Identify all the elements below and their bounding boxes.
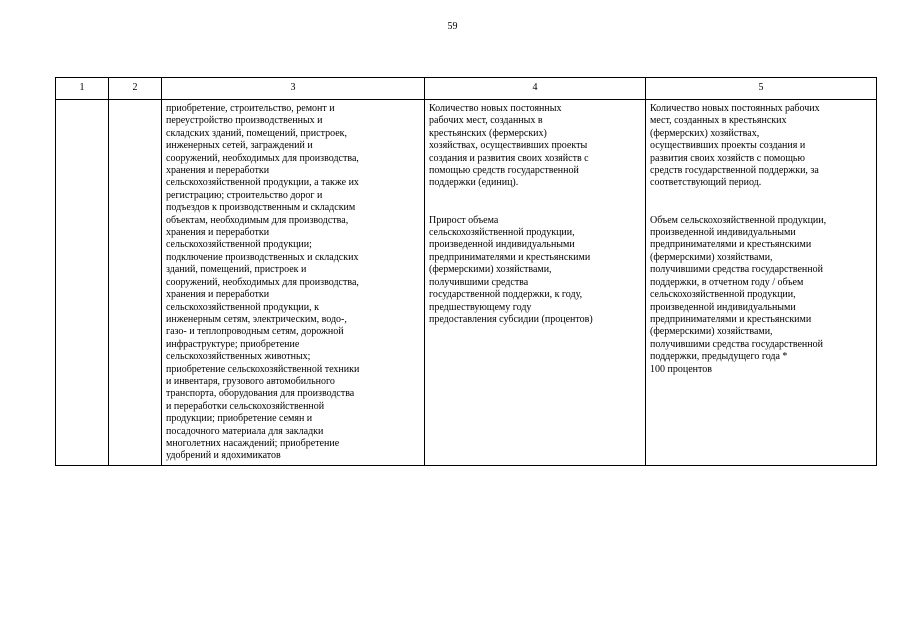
table-row xyxy=(56,100,877,466)
column-header-2: 2 xyxy=(109,78,162,100)
cell-indicators-text: Количество новых постоянных рабочих мест, созданных в крестьянских (фермерских) хозяйствах, осуществивших проекты создания и развития своих хозяйств с помощью средств государственной поддержки (единиц). Прирост объема сельскохозяйственной продукции, произведенной индивидуальными предпринимателями и крестьянскими (фермерскими) хозяйствами, получившими средства государственной поддержки, к году, предшествующему году предоставления субсидии (процентов) xyxy=(429,103,593,325)
cell-number xyxy=(56,100,109,466)
page-number: 59 xyxy=(447,21,458,32)
cell-indicators xyxy=(425,100,646,466)
indicators-table xyxy=(55,77,877,466)
cell-directions xyxy=(162,100,425,466)
column-header-1: 1 xyxy=(56,78,109,100)
column-header-5: 5 xyxy=(646,78,877,100)
column-header-3: 3 xyxy=(162,78,425,100)
column-header-4: 4 xyxy=(425,78,646,100)
cell-calculation-text: Количество новых постоянных рабочих мест, созданных в крестьянских (фермерских) хозяйствах, осуществивших проекты создания и развития своих хозяйств с помощью средств государственной поддержки, за соответствующий период. Объем сельскохозяйственной продукции, произведенной индивидуальными предпринимателями и крестьянскими (фермерскими) хозяйствами, получившими средства государственной поддержки, в отчетном году / объем сельскохозяйственной продукции, произведенной индивидуальными предпринимателями и крестьянскими (фермерскими) хозяйствами, получившими средства государственной поддержки, предыдущего года * 100 процентов xyxy=(650,103,827,375)
table-header-row xyxy=(56,78,877,100)
cell-event xyxy=(109,100,162,466)
cell-directions-text: приобретение, строительство, ремонт и переустройство производственных и складских зданий, помещений, пристроек, инженерных сетей, заграждений и сооружений, необходимых для производства, хранения и переработки сельскохозяйственной продукции, а также их регистрацию; строительство дорог и подъездов к производственным и складским объектам, необходимым для производства, хранения и переработки сельскохозяйственной продукции; подключение производственных и складских зданий, помещений, пристроек и сооружений, необходимых для производства, хранения и переработки сельскохозяйственной продукции, к инженерным сетям, электрическим, водо-, газо- и теплопроводным сетям, дорожной инфраструктуре; приобретение сельскохозяйственных животных; приобретение сельскохозяйственной техники и инвентаря, грузового автомобильного транспорта, оборудования для производства и переработки сельскохозяйственной продукции; приобретение семян и посадочного материала для закладки многолетних насаждений; приобретение удобрений и ядохимикатов xyxy=(166,103,360,462)
cell-calculation xyxy=(646,100,877,466)
